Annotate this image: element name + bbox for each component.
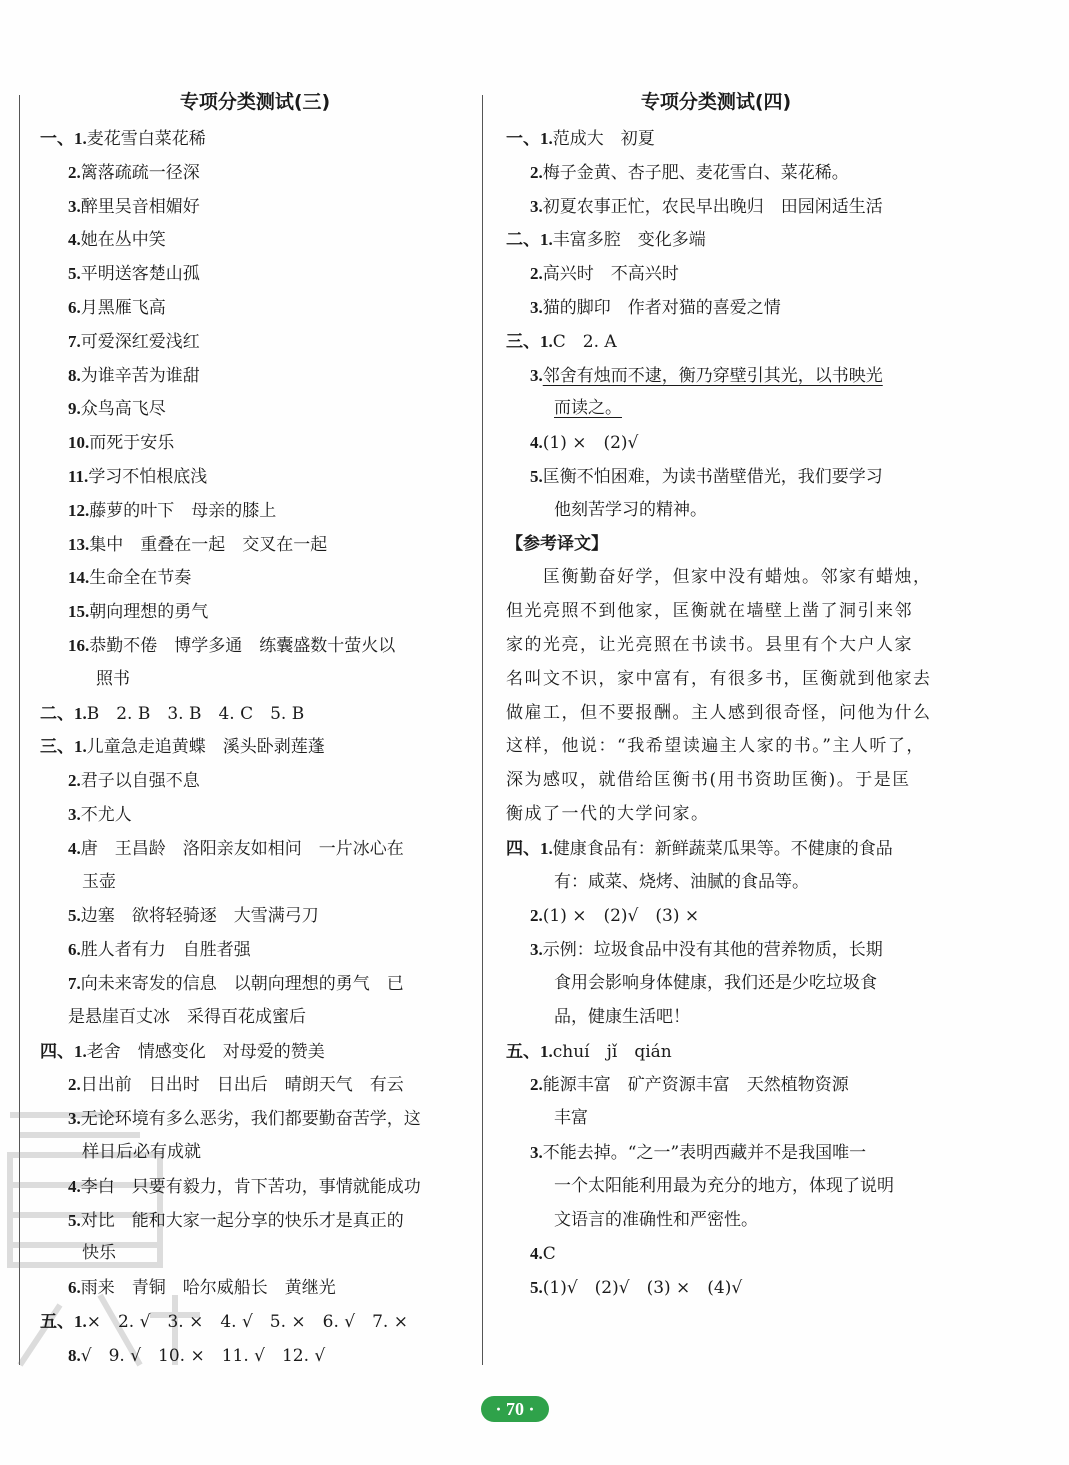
question-number: 4. bbox=[68, 230, 81, 250]
question-number: 3. bbox=[530, 1142, 543, 1162]
answer-line bbox=[40, 122, 470, 156]
question-number: 6. bbox=[68, 297, 81, 317]
answer-line bbox=[40, 832, 470, 866]
question-number: 二、1. bbox=[506, 230, 553, 250]
answer-line bbox=[40, 899, 470, 933]
answer-line bbox=[506, 1271, 926, 1305]
question-number: 2. bbox=[68, 771, 81, 791]
answer-line bbox=[506, 899, 926, 933]
question-number: 3. bbox=[68, 1109, 81, 1129]
answer-text: 猫的脚印 作者对猫的喜爱之情 bbox=[542, 297, 781, 318]
question-number: 5. bbox=[68, 264, 81, 284]
answer-line bbox=[40, 697, 470, 731]
question-number: 四、1. bbox=[40, 1041, 87, 1061]
answer-text: 范成大 初夏 bbox=[552, 129, 655, 149]
answer-text: 老舍 情感变化 对母爱的赞美 bbox=[86, 1041, 325, 1062]
answer-line bbox=[506, 426, 926, 460]
answer-line bbox=[506, 460, 926, 494]
question-number: 4. bbox=[68, 1176, 81, 1196]
answer-text: 高兴时 不高兴时 bbox=[542, 264, 679, 285]
answer-text: 不尤人 bbox=[80, 804, 132, 825]
question-number: 9. bbox=[68, 399, 81, 419]
answer-text: 品，健康生活吧！ bbox=[554, 1006, 690, 1027]
answer-line bbox=[506, 629, 926, 663]
answer-text: (1) × (2)√ (3) × bbox=[542, 906, 700, 927]
answer-text: 食用会影响身体健康，我们还是少吃垃圾食 bbox=[554, 972, 877, 993]
answer-text: C bbox=[542, 1244, 556, 1265]
answer-text: √ 9. √ 10. × 11. √ 12. √ bbox=[80, 1345, 326, 1366]
answer-text: 有：咸菜、烧烤、油腻的食品等。 bbox=[554, 871, 809, 892]
answer-text: 生命全在节奏 bbox=[89, 568, 192, 589]
question-number: 2. bbox=[530, 264, 543, 284]
question-number: 2. bbox=[68, 1075, 81, 1095]
question-number: 二、1. bbox=[40, 703, 87, 723]
translation-text: 衡成了一代的大学问家。 bbox=[506, 803, 710, 824]
answer-line bbox=[40, 933, 470, 967]
answer-line bbox=[506, 1136, 926, 1170]
answer-line bbox=[40, 359, 470, 393]
answer-line bbox=[40, 1068, 470, 1102]
answer-line bbox=[506, 595, 926, 629]
answer-line bbox=[40, 798, 470, 832]
answer-line bbox=[506, 663, 932, 697]
answer-text: 玉壶 bbox=[82, 871, 116, 892]
answer-line bbox=[506, 1035, 926, 1069]
answer-text: 雨来 青铜 哈尔威船长 黄继光 bbox=[80, 1278, 336, 1299]
question-number: 11. bbox=[68, 466, 89, 486]
answer-text: 唐 王昌龄 洛阳亲友如相问 一片冰心在 bbox=[80, 838, 404, 859]
answer-text: (1) × (2)√ bbox=[542, 433, 639, 454]
answer-text: (1)√ (2)√ (3) × (4)√ bbox=[542, 1278, 743, 1299]
answer-line bbox=[40, 1271, 470, 1305]
question-number: 3. bbox=[530, 940, 543, 960]
answer-line bbox=[506, 325, 926, 359]
question-number: 10. bbox=[68, 433, 90, 453]
question-number: 7. bbox=[68, 331, 81, 351]
question-number: 3. bbox=[530, 365, 543, 385]
question-number: 5. bbox=[68, 1210, 81, 1230]
answer-line bbox=[506, 1068, 926, 1102]
answer-line bbox=[506, 967, 926, 1001]
answer-text: 平明送客楚山孤 bbox=[80, 264, 200, 285]
answer-text: 恭勤不倦 博学多通 练囊盛数十萤火以 bbox=[89, 635, 396, 656]
question-number: 12. bbox=[68, 500, 90, 520]
answer-line bbox=[40, 1204, 470, 1238]
answer-line bbox=[506, 291, 926, 325]
page-number: · 70 · bbox=[481, 1396, 549, 1422]
answer-line bbox=[506, 730, 926, 764]
question-number: 五、1. bbox=[506, 1041, 553, 1061]
question-number: 4. bbox=[530, 433, 543, 453]
answer-line bbox=[40, 426, 470, 460]
reference-heading: 【参考译文】 bbox=[506, 533, 608, 554]
answer-text: × 2. √ 3. × 4. √ 5. × 6. √ 7. × bbox=[86, 1311, 408, 1332]
answer-line bbox=[40, 1305, 470, 1339]
answer-text: 君子以自强不息 bbox=[80, 771, 200, 792]
question-number: 3. bbox=[530, 196, 543, 216]
answer-line bbox=[506, 561, 932, 595]
answer-text: 丰富多腔 变化多端 bbox=[552, 230, 706, 251]
answer-text: 朝向理想的勇气 bbox=[89, 602, 209, 623]
answer-text: 文语言的准确性和严密性。 bbox=[554, 1209, 758, 1230]
answer-line bbox=[40, 1035, 470, 1069]
answer-line bbox=[40, 967, 470, 1001]
question-number: 5. bbox=[530, 466, 543, 486]
center-divider-line bbox=[482, 95, 483, 1365]
answer-line bbox=[40, 595, 470, 629]
question-number: 3. bbox=[530, 297, 543, 317]
answer-line bbox=[506, 257, 926, 291]
right-column bbox=[506, 88, 932, 1305]
question-number: 7. bbox=[68, 973, 81, 993]
answer-text: 向未来寄发的信息 以朝向理想的勇气 已 bbox=[80, 973, 404, 994]
question-number: 4. bbox=[530, 1244, 543, 1264]
answer-text: 儿童急走追黄蝶 溪头卧剥莲蓬 bbox=[86, 737, 325, 758]
answer-text: 边塞 欲将轻骑逐 大雪满弓刀 bbox=[80, 906, 319, 927]
question-number: 2. bbox=[530, 1075, 543, 1095]
answer-line bbox=[506, 1170, 926, 1204]
translation-text: 名叫文不识，家中富有，有很多书，匡衡就到他家去 bbox=[506, 668, 932, 689]
answer-line bbox=[506, 798, 926, 832]
question-number: 3. bbox=[68, 804, 81, 824]
answer-text: 学习不怕根底浅 bbox=[88, 466, 208, 487]
answer-text: 一个太阳能利用最为充分的地方，体现了说明 bbox=[554, 1175, 894, 1196]
answer-text: 示例：垃圾食品中没有其他的营养物质，长期 bbox=[542, 940, 883, 961]
answer-text: 对比 能和大家一起分享的快乐才是真正的 bbox=[80, 1210, 404, 1231]
answer-line bbox=[40, 764, 470, 798]
question-number: 一、1. bbox=[40, 129, 87, 148]
question-number: 6. bbox=[68, 940, 81, 960]
question-number: 2. bbox=[530, 906, 543, 926]
answer-text: 样日后必有成就 bbox=[82, 1141, 201, 1162]
answer-text: 不能去掉。“之一”表明西藏并不是我国唯一 bbox=[542, 1142, 867, 1163]
answer-line bbox=[506, 1102, 926, 1136]
translation-text: 但光亮照不到他家，匡衡就在墙壁上凿了洞引来邻 bbox=[506, 601, 913, 622]
answer-line bbox=[506, 359, 926, 393]
question-number: 5. bbox=[530, 1278, 543, 1298]
left-column bbox=[40, 88, 470, 1372]
answer-text: 丰富 bbox=[554, 1108, 588, 1129]
answer-line bbox=[40, 392, 470, 426]
answer-text: 篱落疏疏一径深 bbox=[80, 162, 200, 183]
answer-text: 而死于安乐 bbox=[89, 433, 175, 454]
question-number: 三、1. bbox=[506, 331, 553, 351]
answer-line bbox=[40, 494, 470, 528]
translation-text: 做雇工，但不要报酬。主人感到很奇怪，问他为什么 bbox=[506, 702, 932, 723]
answer-line bbox=[40, 1237, 470, 1271]
answer-text: 藤萝的叶下 母亲的膝上 bbox=[89, 500, 277, 521]
answer-line bbox=[40, 190, 470, 224]
left-section-title: 专项分类测试(三) bbox=[179, 91, 331, 113]
answer-text: 健康食品有：新鲜蔬菜瓜果等。不健康的食品 bbox=[552, 838, 893, 859]
question-number: 13. bbox=[68, 534, 90, 554]
question-number: 14. bbox=[68, 568, 90, 588]
answer-text: 能源丰富 矿产资源丰富 天然植物资源 bbox=[542, 1075, 849, 1096]
answer-line bbox=[40, 866, 470, 900]
question-number: 8. bbox=[68, 365, 81, 385]
question-number: 2. bbox=[68, 162, 81, 182]
question-number: 三、1. bbox=[40, 737, 87, 757]
question-number: 8. bbox=[68, 1345, 81, 1365]
translation-text: 匡衡勤奋好学，但家中没有蜡烛。邻家有蜡烛， bbox=[506, 567, 932, 588]
answer-text: C 2. A bbox=[552, 331, 617, 352]
answer-text: 快乐 bbox=[82, 1243, 116, 1264]
answer-line bbox=[40, 325, 470, 359]
answer-line bbox=[40, 663, 470, 697]
answer-text: 邻舍有烛而不逮，衡乃穿壁引其光，以书映光 bbox=[542, 365, 883, 386]
answer-text: 醉里吴音相媚好 bbox=[80, 196, 200, 217]
answer-text: 梅子金黄、杏子肥、麦花雪白、菜花稀。 bbox=[542, 162, 849, 183]
answer-line bbox=[506, 832, 926, 866]
answer-line bbox=[506, 1237, 926, 1271]
translation-text: 这样，他说：“我希望读遍主人家的书。”主人听了， bbox=[506, 736, 925, 757]
answer-line bbox=[40, 1001, 470, 1035]
answer-line bbox=[40, 1339, 470, 1373]
answer-text: 初夏农事正忙，农民早出晚归 田园闲适生活 bbox=[542, 196, 883, 217]
answer-line bbox=[506, 156, 926, 190]
answer-text: 月黑雁飞高 bbox=[80, 297, 166, 318]
answer-line bbox=[506, 528, 926, 562]
question-number: 2. bbox=[530, 162, 543, 182]
question-number: 4. bbox=[68, 838, 81, 858]
answer-line bbox=[506, 866, 926, 900]
answer-line bbox=[506, 933, 926, 967]
answer-text: 是悬崖百丈冰 采得百花成蜜后 bbox=[68, 1006, 306, 1027]
question-number: 16. bbox=[68, 635, 90, 655]
question-number: 一、1. bbox=[506, 129, 553, 148]
answer-text: 李白 只要有毅力，肯下苦功，事情就能成功 bbox=[80, 1176, 421, 1197]
question-number: 五、1. bbox=[40, 1311, 87, 1331]
question-number: 四、1. bbox=[506, 838, 553, 858]
answer-line bbox=[506, 764, 926, 798]
answer-text: 而读之。 bbox=[554, 398, 622, 419]
question-number: 15. bbox=[68, 602, 90, 622]
answer-line bbox=[40, 1102, 470, 1136]
answer-text: 为谁辛苦为谁甜 bbox=[80, 365, 200, 386]
right-answer-list bbox=[506, 122, 932, 1305]
answer-line bbox=[40, 730, 470, 764]
answer-line bbox=[40, 291, 470, 325]
answer-line bbox=[40, 528, 470, 562]
left-answer-list bbox=[40, 122, 470, 1372]
right-section-title: 专项分类测试(四) bbox=[640, 91, 792, 113]
answer-line bbox=[506, 1204, 926, 1238]
answer-line bbox=[506, 697, 932, 731]
answer-line bbox=[40, 561, 470, 595]
answer-text: 胜人者有力 自胜者强 bbox=[80, 940, 251, 961]
answer-text: 无论环境有多么恶劣，我们都要勤奋苦学，这 bbox=[80, 1109, 421, 1130]
answer-text: B 2. B 3. B 4. C 5. B bbox=[86, 703, 305, 724]
answer-line bbox=[506, 223, 926, 257]
answer-text: 匡衡不怕困难，为读书凿壁借光，我们要学习 bbox=[542, 466, 883, 487]
answer-line bbox=[40, 156, 470, 190]
translation-text: 家的光亮，让光亮照在书读书。县里有个大户人家 bbox=[506, 634, 913, 655]
question-number: 5. bbox=[68, 906, 81, 926]
answer-text: 她在丛中笑 bbox=[80, 230, 166, 251]
answer-line bbox=[506, 1001, 926, 1035]
answer-text: 麦花雪白菜花稀 bbox=[86, 129, 206, 149]
answer-line bbox=[40, 1136, 470, 1170]
answer-line bbox=[40, 629, 470, 663]
answer-line bbox=[506, 122, 926, 156]
answer-line bbox=[40, 1170, 470, 1204]
answer-text: chuí jǐ qián bbox=[552, 1041, 672, 1062]
answer-text: 众鸟高飞尽 bbox=[80, 399, 166, 420]
answer-text: 照书 bbox=[96, 668, 130, 689]
answer-line bbox=[506, 190, 926, 224]
answer-line bbox=[40, 257, 470, 291]
translation-text: 深为感叹，就借给匡衡书(用书资助匡衡)。于是匡 bbox=[506, 770, 911, 791]
answer-line bbox=[506, 392, 926, 426]
answer-line bbox=[40, 460, 470, 494]
answer-line bbox=[506, 494, 926, 528]
answer-text: 集中 重叠在一起 交叉在一起 bbox=[89, 534, 328, 555]
answer-text: 日出前 日出时 日出后 晴朗天气 有云 bbox=[80, 1075, 404, 1096]
question-number: 3. bbox=[68, 196, 81, 216]
answer-text: 他刻苦学习的精神。 bbox=[554, 499, 707, 520]
answer-line bbox=[40, 223, 470, 257]
answer-text: 可爱深红爱浅红 bbox=[80, 331, 200, 352]
question-number: 6. bbox=[68, 1278, 81, 1298]
